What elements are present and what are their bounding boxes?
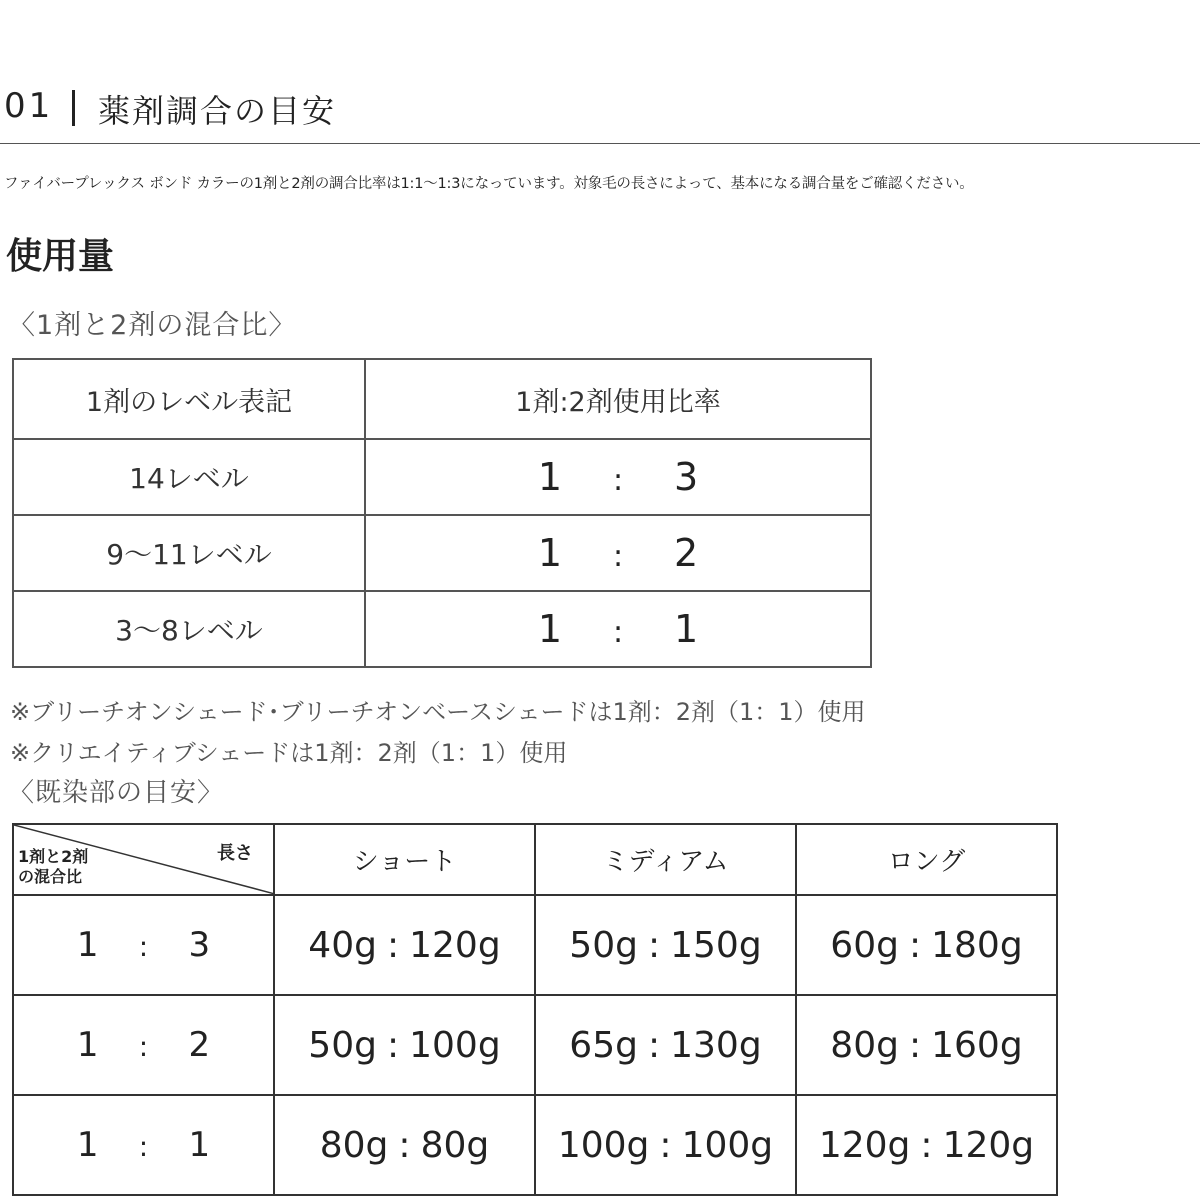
mix-ratio-cell: [365, 515, 871, 591]
mix-col-ratio-header: 1剤:2剤使用比率: [365, 359, 871, 439]
ratio-colon: :: [138, 1030, 149, 1063]
amount-table: [12, 823, 1058, 1196]
amount-part2: 150g: [670, 924, 762, 966]
ratio-part1: 1: [537, 607, 562, 651]
amount-colon: :: [386, 1024, 400, 1066]
amount-short-cell: [274, 1095, 535, 1195]
amount-short-cell: [274, 995, 535, 1095]
amount-table-row: [13, 895, 1057, 995]
amount-medium-cell: [535, 1095, 796, 1195]
corner-ratio-line2: の混合比: [18, 867, 83, 886]
amount-part2: 100g: [681, 1124, 774, 1166]
amount-table-row: [13, 1095, 1057, 1195]
mix-table-row: [13, 439, 871, 515]
ratio-part1: 1: [76, 1025, 99, 1065]
mix-ratio-cell: [365, 591, 871, 667]
amount-part1: 80g: [319, 1124, 389, 1166]
col-long-header: ロング: [796, 824, 1057, 895]
amount-colon: :: [659, 1124, 672, 1166]
amount-table-header-row: [13, 824, 1057, 895]
mix-level-cell: 14レベル: [13, 439, 365, 515]
corner-ratio-line1: 1剤と2剤: [18, 847, 89, 866]
note-bleach-shade: ※ブリーチオンシェード･ブリーチオンベースシェードは1剤：2剤（1：1）使用: [10, 698, 866, 726]
amount-part2: 120g: [942, 1124, 1035, 1166]
corner-length-label: 長さ: [217, 843, 253, 864]
mix-table-row: [13, 591, 871, 667]
mix-ratio-cell: [365, 439, 871, 515]
ratio-part1: 1: [537, 531, 562, 575]
amount-long-cell: [796, 895, 1057, 995]
amount-part1: 120g: [818, 1124, 911, 1166]
amount-colon: :: [920, 1124, 933, 1166]
amount-part1: 60g: [830, 924, 899, 966]
ratio-part1: 1: [76, 925, 99, 965]
mix-ratio-table: [12, 358, 872, 668]
ratio-colon: :: [138, 930, 149, 963]
ratio-part2: 1: [188, 1125, 211, 1165]
amount-long-cell: [796, 1095, 1057, 1195]
intro-text: ファイバープレックス ボンド カラーの1剤と2剤の調合比率は1:1～1:3になっています。対象毛の長さによって、基本になる調合量をご確認ください。: [4, 176, 974, 192]
corner-ratio-label: [18, 847, 88, 887]
section-divider: [72, 90, 75, 126]
amount-part2: 80g: [420, 1124, 490, 1166]
amount-ratio-cell: [13, 995, 274, 1095]
amount-colon: :: [647, 924, 661, 966]
mix-level-cell: 3～8レベル: [13, 591, 365, 667]
ratio-colon: :: [138, 1130, 149, 1163]
amount-part1: 50g: [308, 1024, 377, 1066]
amount-ratio-cell: [13, 1095, 274, 1195]
amount-part1: 100g: [557, 1124, 650, 1166]
ratio-part2: 3: [188, 925, 211, 965]
amount-part2: 160g: [931, 1024, 1023, 1066]
ratio-part2: 2: [674, 531, 699, 575]
ratio-part2: 2: [188, 1025, 211, 1065]
amount-ratio-cell: [13, 895, 274, 995]
amount-part2: 130g: [670, 1024, 762, 1066]
usage-heading: 使用量: [6, 236, 115, 277]
col-short-header: ショート: [274, 824, 535, 895]
mix-col-level-header: 1剤のレベル表記: [13, 359, 365, 439]
section-header: [0, 84, 1200, 144]
amount-table-row: [13, 995, 1057, 1095]
section-rule: [0, 143, 1200, 144]
amount-long-cell: [796, 995, 1057, 1095]
col-medium-header: ミディアム: [535, 824, 796, 895]
ratio-colon: :: [612, 615, 624, 650]
amount-part1: 50g: [569, 924, 638, 966]
amount-part2: 100g: [409, 1024, 501, 1066]
amount-part2: 120g: [409, 924, 501, 966]
ratio-colon: :: [612, 539, 624, 574]
ratio-part2: 3: [674, 455, 699, 499]
mix-table-header-row: [13, 359, 871, 439]
amount-medium-cell: [535, 995, 796, 1095]
amount-part2: 180g: [931, 924, 1023, 966]
corner-header-cell: [13, 824, 274, 895]
amount-colon: :: [647, 1024, 661, 1066]
mix-table-row: [13, 515, 871, 591]
mix-ratio-heading: 〈1剤と2剤の混合比〉: [8, 310, 297, 341]
amount-colon: :: [386, 924, 400, 966]
amount-medium-cell: [535, 895, 796, 995]
amount-colon: :: [398, 1124, 411, 1166]
amount-short-cell: [274, 895, 535, 995]
note-creative-shade: ※クリエイティブシェードは1剤：2剤（1：1）使用: [10, 739, 568, 767]
amount-colon: :: [908, 1024, 922, 1066]
ratio-part1: 1: [537, 455, 562, 499]
mix-level-cell: 9～11レベル: [13, 515, 365, 591]
section-title: 薬剤調合の目安: [98, 92, 337, 130]
amount-colon: :: [908, 924, 922, 966]
amount-part1: 65g: [569, 1024, 638, 1066]
amount-part1: 80g: [830, 1024, 899, 1066]
ratio-part2: 1: [674, 607, 699, 651]
section-number: 01: [4, 86, 54, 126]
ratio-part1: 1: [76, 1125, 99, 1165]
amount-heading: 〈既染部の目安〉: [8, 778, 225, 808]
amount-part1: 40g: [308, 924, 377, 966]
ratio-colon: :: [612, 463, 624, 498]
